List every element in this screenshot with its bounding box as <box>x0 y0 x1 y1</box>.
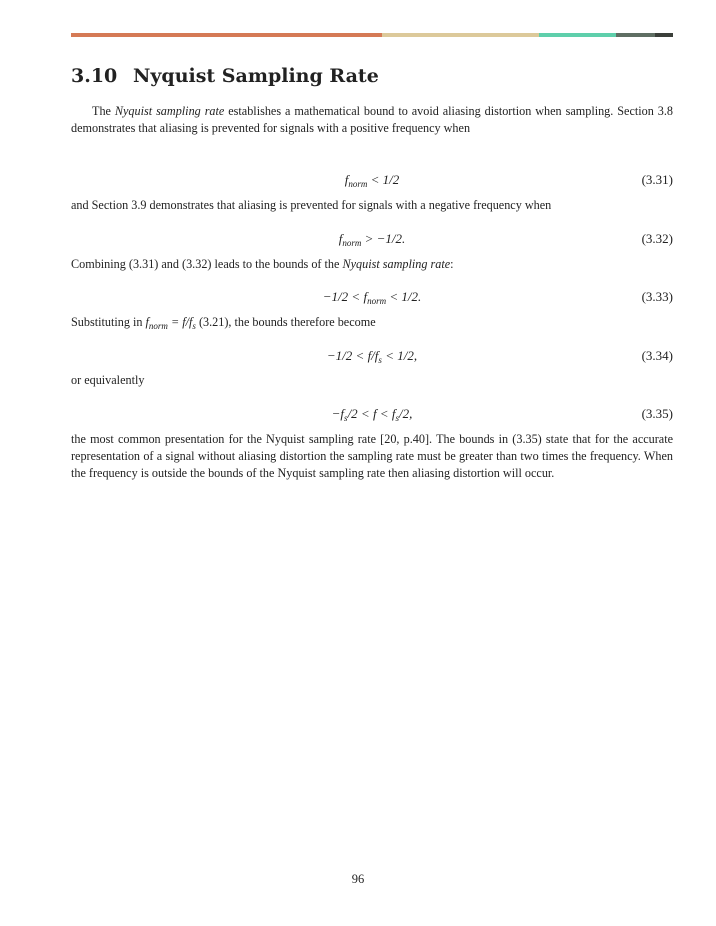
paragraph-negative <box>71 197 673 214</box>
section-title: Nyquist Sampling Rate <box>133 65 379 87</box>
term-emphasis: Nyquist sampling rate <box>342 257 451 271</box>
term-emphasis: Nyquist sampling rate <box>114 104 225 118</box>
equation-number: (3.32) <box>641 231 673 246</box>
bar-segment <box>382 33 539 37</box>
text: the most common presentation for the Nyquist sampling rate [20, p.40]. The bounds in (3.35) state that for the accurate representation of a signal without aliasing distortion the sampling rate must be greater than two times the frequency. When the frequency is outside the bounds of the Nyquist sampling rate then aliasing distortion will occur. <box>71 432 673 480</box>
paragraph-substituting <box>71 314 673 335</box>
text: (3.21), the bounds therefore become <box>195 315 376 329</box>
equation-number: (3.34) <box>641 348 673 363</box>
equation-3-34 <box>71 348 673 365</box>
equation-expression: $f_{norm} < 1/2$ <box>344 172 400 189</box>
text: Substituting in <box>71 315 146 329</box>
inline-math: $f_{norm} = f/f_s$ <box>145 315 196 331</box>
bar-segment <box>655 33 673 37</box>
equation-expression: $-1/2 < f_{norm} < 1/2$. <box>322 289 422 306</box>
bar-segment <box>71 33 382 37</box>
equation-3-35 <box>71 406 673 423</box>
equation-expression: $-1/2 < f/f_s < 1/2$, <box>326 348 418 365</box>
equation-number: (3.35) <box>641 406 673 421</box>
header-color-bar <box>71 33 673 37</box>
section-heading <box>71 65 379 87</box>
equation-number: (3.33) <box>641 289 673 304</box>
paragraph-intro <box>71 103 673 137</box>
equation-3-32 <box>71 231 673 248</box>
text: establishes a mathematical bound to avoid aliasing distortion when sampling. Section 3.8 demonstrates that aliasing is prevented for signals with a positive frequency when <box>71 104 673 135</box>
paragraph-combining <box>71 256 673 273</box>
bar-segment <box>616 33 655 37</box>
paragraph-conclusion <box>71 431 673 482</box>
paragraph-equivalently <box>71 372 673 389</box>
equation-3-31 <box>71 172 673 189</box>
equation-expression: $-f_s/2 < f < f_s/2$, <box>331 406 413 423</box>
equation-number: (3.31) <box>641 172 673 187</box>
section-number: 3.10 <box>71 65 118 87</box>
text: and Section 3.9 demonstrates that aliasing is prevented for signals with a negative frequency when <box>71 198 552 212</box>
text: The <box>92 104 115 118</box>
equation-3-33 <box>71 289 673 306</box>
text: Combining (3.31) and (3.32) leads to the bounds of the <box>71 257 343 271</box>
text: : <box>450 257 454 271</box>
equation-expression: $f_{norm} > -1/2$. <box>338 231 406 248</box>
page-number: 96 <box>351 872 365 886</box>
bar-segment <box>539 33 616 37</box>
text: or equivalently <box>71 373 145 387</box>
